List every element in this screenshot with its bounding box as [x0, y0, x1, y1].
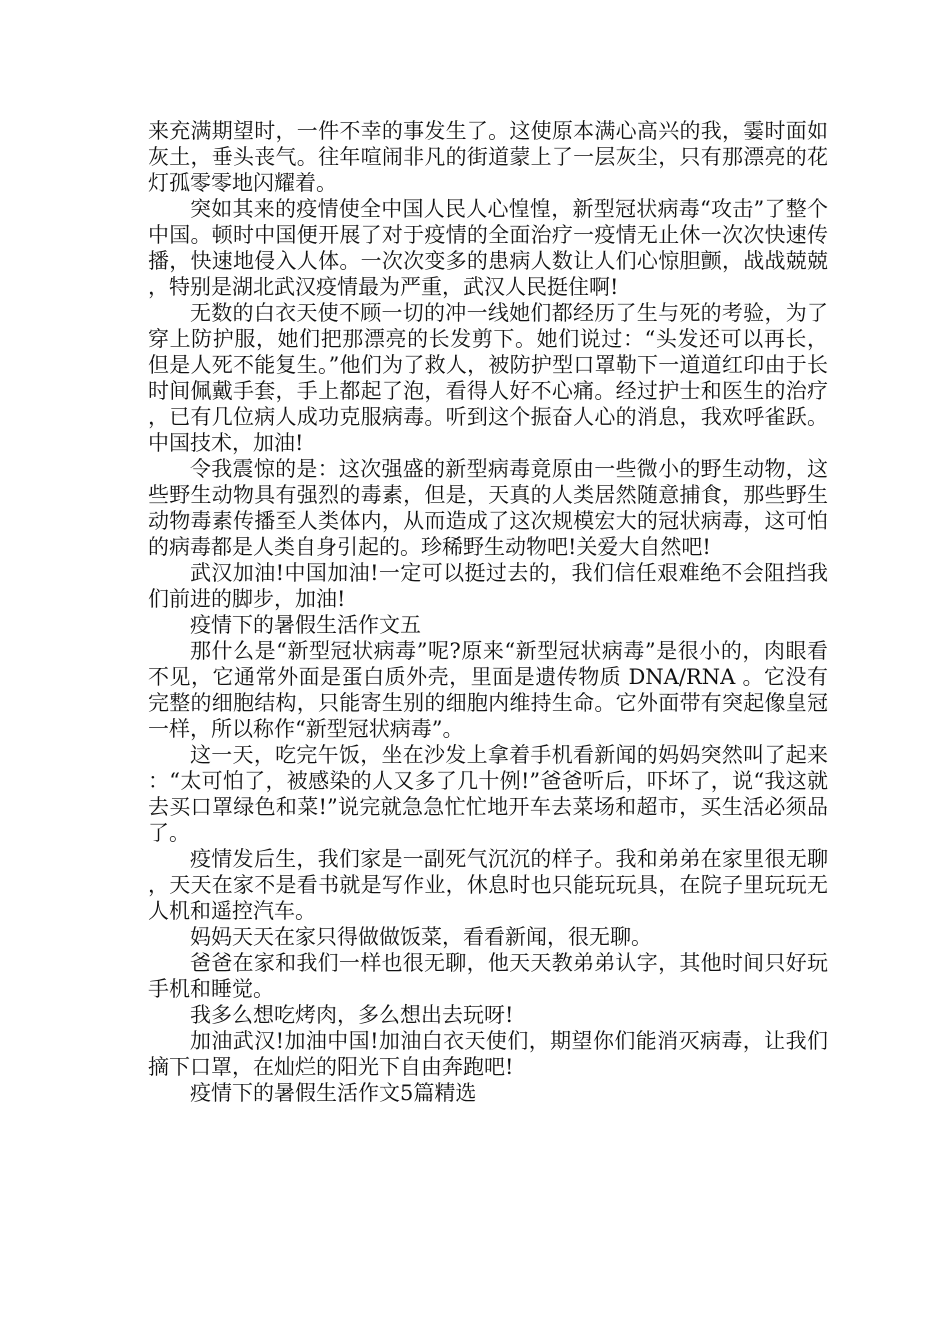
paragraph: 妈妈天天在家只得做做饭菜，看看新闻，很无聊。	[190, 925, 652, 949]
paragraph: 来充满期望时，一件不幸的事发生了。这使原本满心高兴的我，霎时面如灰土，垂头丧气。往年喧闹非凡的街道蒙上了一层灰尘，只有那漂亮的花灯孤零零地闪耀着。	[148, 119, 828, 195]
paragraph: 爸爸在家和我们一样也很无聊，他天天教弟弟认字，其他时间只好玩手机和睡觉。	[148, 951, 828, 1001]
closing-title: 疫情下的暑假生活作文5篇精选	[190, 1081, 477, 1105]
document-body	[148, 118, 828, 1106]
paragraph: 这一天，吃完午饭，坐在沙发上拿着手机看新闻的妈妈突然叫了起来：“太可怕了，被感染的人又多了几十例!”爸爸听后，吓坏了，说“我这就去买口罩绿色和菜!”说完就急急忙忙地开车去菜场和超市，买生活必须品了。	[148, 743, 828, 845]
paragraph: 我多么想吃烤肉，多么想出去玩呀!	[190, 1003, 514, 1027]
paragraph: 无数的白衣天使不顾一切的冲一线她们都经历了生与死的考验，为了穿上防护服，她们把那漂亮的长发剪下。她们说过：“头发还可以再长，但是人死不能复生。”他们为了救人，被防护型口罩勒下一道道红印由于长时间佩戴手套，手上都起了泡，看得人好不心痛。经过护士和医生的治疗，已有几位病人成功克服病毒。听到这个振奋人心的消息，我欢呼雀跃。中国技术，加油!	[148, 301, 828, 455]
section-heading: 疫情下的暑假生活作文五	[190, 613, 421, 637]
paragraph: 那什么是“新型冠状病毒”呢?原来“新型冠状病毒”是很小的，肉眼看不见，它通常外面是蛋白质外壳，里面是遗传物质 DNA/RNA 。它没有完整的细胞结构，只能寄生别的细胞内维持生命。它外面带有突起像皇冠一样，所以称作“新型冠状病毒”。	[148, 639, 828, 741]
paragraph: 疫情发后生，我们家是一副死气沉沉的样子。我和弟弟在家里很无聊，天天在家不是看书就是写作业，休息时也只能玩玩具，在院子里玩玩无人机和遥控汽车。	[148, 847, 828, 923]
paragraph: 突如其来的疫情使全中国人民人心惶惶，新型冠状病毒“攻击”了整个中国。顿时中国便开展了对于疫情的全面治疗一疫情无止休一次次快速传播，快速地侵入人体。一次次变多的患病人数让人们心惊胆颤，战战兢兢，特别是湖北武汉疫情最为严重，武汉人民挺住啊!	[148, 197, 828, 299]
paragraph: 武汉加油!中国加油!一定可以挺过去的，我们信任艰难绝不会阻挡我们前进的脚步，加油!	[148, 561, 828, 611]
paragraph: 加油武汉!加油中国!加油白衣天使们，期望你们能消灭病毒，让我们摘下口罩，在灿烂的阳光下自由奔跑吧!	[148, 1029, 828, 1079]
paragraph: 令我震惊的是：这次强盛的新型病毒竟原由一些微小的野生动物，这些野生动物具有强烈的毒素，但是，天真的人类居然随意捕食，那些野生动物毒素传播至人类体内，从而造成了这次规模宏大的冠状病毒，这可怕的病毒都是人类自身引起的。珍稀野生动物吧!关爱大自然吧!	[148, 457, 828, 559]
